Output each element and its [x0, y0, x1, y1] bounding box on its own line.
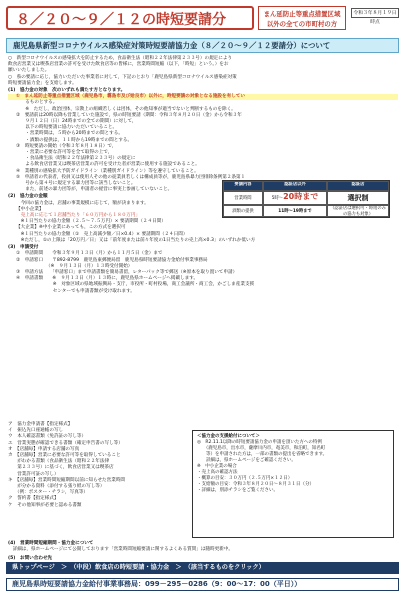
application-line: ② 申請窓口 〒892-8799 鹿児島東郵便局留 鹿児島県時短要請協力金給付事業事務局 [16, 257, 208, 263]
badge-line-1: まん延防止等重点措置区域 [263, 10, 341, 18]
intro-line: ○ 県の要請に応じ，協力いただいた事業者に対して，下記のとおり「鹿児島県新型コロナウイルス感染症対策 [8, 74, 237, 80]
support-box-title: ＜協力金の支援給付について＞ [197, 434, 260, 439]
application-line: ④ 申請書類 ※ ９月１３日（月）１３時に，鹿児島県ホームページへ掲載します。 [16, 276, 199, 282]
amount-line: ※１日当たりの協力金額（① 売上高減少額／日×0.4）× 要請期間（２４日間） [16, 231, 188, 237]
eligibility-line: よる飲食店営業又は喫茶店営業の許可を受けた者が営業に使用する施設であること。 [16, 162, 200, 168]
eligibility-line: ① まん延防止等重点措置区域（鹿児島市，霧島市及び姶良市）以外に，時短要請の対象となる施設を有してい [8, 94, 398, 100]
amount-line: 【中小企業】 [16, 206, 44, 212]
faq-and-contact-section [8, 540, 398, 563]
support-line: 等）を申請された方は，一部の書類の提出を省略できます。 [197, 452, 328, 457]
contact-info: 鹿児島県時短要請協力金給付事業事務局：099－295－0286（9：00～17：00（平日）） [6, 578, 399, 591]
eligibility-line: ② 要請前は20時以降も営業していた施設で，県の時短要請（期間：令和３年８月２０日（金）から令和３年 [16, 112, 242, 118]
eligibility-line: ９月１２日（日）24時までの全ての期間）に対して， [16, 119, 137, 125]
application-line: （※ ９月１３日（月）１３時受付開始） [16, 263, 133, 269]
amount-line: ※１日当たりの協力金額（２.５～７.５万円）× 要請期間（２４日間） [16, 219, 166, 225]
amount-line: 【大企業】※中小企業にあっても，この方式を選択可 [16, 225, 126, 231]
eligibility-line: 以下の時短要請に協力いただいていること。 [16, 125, 118, 131]
hours-prefix: 5時～ [271, 196, 284, 201]
support-line: ・詳細は，別添チラシをご覧ください。 [197, 488, 278, 493]
required-documents-list [8, 422, 190, 509]
eligibility-line: ⑤ 申請者の代表者，役員又は使用人その他の従業員若しくは構成員等が，鹿児島県暴力団排除条例第２条第１ [16, 174, 246, 180]
eligibility-line: また，前述の暴力団等が，申請者の経営に事実上参画していないこと。 [16, 187, 173, 193]
page-title: ８／２０～９／１２の時短要請分 [6, 6, 254, 30]
support-line: ・売上高の確認方法 [197, 470, 238, 475]
table-row-label-alcohol: 酒類の提供 [223, 205, 263, 217]
eligibility-line: ④ 業種別の感染拡大予防ガイドライン（業種別ガイドライン）等を遵守していること。 [16, 168, 199, 174]
document-item: エ 営業実態が確認できる書類（確定申告書の写し等） [8, 440, 123, 446]
table-row-label-hours: 営業時間 [223, 191, 263, 205]
support-line: （鹿児島市，出水市，薩摩川内市，奄美市，和泊町，知名町 [197, 446, 326, 451]
eligibility-line: ・営業に必要な許可等を全て取得の上で， [16, 150, 113, 156]
document-item: が分かる資料（添付する張り紙の写し等） [8, 484, 105, 490]
eligibility-line: ・酒類の提供は，１１時から19時までの間とする。 [16, 137, 133, 143]
intro [8, 56, 398, 87]
eligibility-line: ※ ただし，政治団体，宗教上の組織若しくは団体，その他知事が適当でないと判断するものを除く。 [16, 106, 236, 112]
faq-line: 詳細は，県ホームページにて公開しております「営業時間短縮要請に関するよくある質問」は随時更新中。 [8, 547, 234, 553]
section-title: (4) 営業時間短縮期間・協力金について [8, 541, 94, 546]
badge-line-2: 以外の全ての市町村の方 [266, 20, 338, 28]
website-navigation-path[interactable]: 県トップページ ＞ （中段）飲食店の時短要請・協力金 ＞ （該当するものをクリック） [6, 562, 399, 574]
main-body [8, 56, 398, 295]
document-item: オ 【店舗毎】申請する店舗の写真 [8, 446, 80, 452]
section-title: (5) お問い合わせ先 [8, 556, 53, 562]
subject-banner: 鹿児島県新型コロナウイルス感染症対策時短要請協力金（８／２０～９／１２要請分）について [6, 38, 399, 53]
intro-line: 願いいたしました。 [8, 68, 50, 74]
eligibility-line: るものとする。 [16, 100, 58, 106]
intro-line: ○ 新型コロナウイルスの感染拡大を防止するため，食品衛生法（昭和２２年法律第２３３号）の規定により [8, 56, 233, 61]
header [6, 6, 399, 36]
section-title: (2) 協力金の金額 [8, 194, 48, 200]
eligibility-line: 号から第４号に規定する暴力団等に該当しないこと。 [16, 181, 136, 187]
application-line: ① 申請期間 令和３年９月１３日（月）から１１月５日（金）まで [16, 251, 163, 257]
eligibility-line: ③ 時短要請の開始（令和３年８月１８日）で， [16, 143, 117, 149]
support-line: ※ 中小企業の場合 [197, 464, 237, 469]
document-item: イ 振込先口座通帳の写し [8, 428, 64, 434]
application-line: ③ 申請方法 「申請窓口」まで申請書類を簡易書留，レターパック等で郵送（※原本を取り置いて申請） [16, 269, 238, 275]
intro-line: 時短要請協力金」を支給します。 [8, 80, 77, 86]
section-eligibility [8, 88, 398, 193]
section-title: (3) 申請受付 [8, 245, 39, 251]
target-area-badge [258, 6, 346, 30]
table-header-certified: 認証店 [327, 181, 389, 191]
support-line: ◎ R2.11.1以降の時短要請協力金の申請を頂いた方への特例 [197, 440, 322, 445]
support-line: ・概算の目安：３０万円（２.５万円×１２日） [197, 476, 293, 481]
document-item: 営業許可証の写し） [8, 471, 59, 477]
application-line: センターでも申請書類が受け取れます。 [16, 288, 135, 294]
support-line: ・支給額の目安：令和３年８月２０日～８月３１日（分） [197, 482, 314, 487]
document-item: 第２３３号）に基づく，飲食店営業又は喫茶店 [8, 465, 114, 471]
eligibility-line: ・営業時間は，５時から20時までの間とする。 [16, 131, 123, 137]
section-application [8, 245, 398, 295]
application-line: ※ 対象区域の県地域振興局・支庁，市役所・町村役場，商工会議所・商工会，かごしま産業支援 [16, 282, 255, 288]
document-item: ケ その他知事が必要と認める書類 [8, 502, 82, 508]
amount-line: 今回の協力金は，店舗の事業規模に応じて，額が決まります。 [16, 200, 149, 206]
document-item: カ 【店舗毎】営業に必要な許可等を取得していること [8, 453, 121, 459]
section-title: (1) 協力金の対象 次のいずれも満たす方となります。 [8, 88, 126, 94]
table-header-request: 要請内容 [223, 181, 263, 191]
table-cell-alcohol-non-certified: 11時～19時まで [263, 205, 327, 217]
table-cell-hours-certified: 選択制 [327, 191, 389, 205]
amount-line: 売上高に応じて１店舗当たり「６０万円から１８０万円」 [16, 213, 141, 219]
request-content-table [222, 180, 390, 218]
hours-emphasis: 20時まで [283, 192, 319, 201]
table-header-non-certified: 認証店以外 [263, 181, 327, 191]
amount-line: ※ただし，①の上限は「20万円／日」又は「前年度または前々年度の1日当たりの売上高×0.3」のいずれか低い方 [16, 237, 256, 243]
document-item: ア 協力金申請書【指定様式】 [8, 422, 73, 427]
document-item: （例：ポスター・チラシ，写真等） [8, 490, 89, 496]
document-item: ク 誓約書【指定様式】 [8, 496, 59, 502]
intro-line: 飲食店営業又は喫茶店営業の許可を受けた飲食店等の皆様に，営業時間短縮（以下，「時短」という。）をお [8, 62, 229, 68]
support-line: 詳細は，県ホームページをご確認ください。 [197, 458, 296, 463]
support-info-box [192, 430, 394, 538]
document-item: がわかる書類（食品衛生法（昭和２２年法律 [8, 459, 110, 465]
table-cell-alcohol-certified: （認証店は選択可・時短のみの協力も対象） [327, 205, 389, 217]
document-item: キ 【店舗毎】営業時間短縮期間以前に知らせた営業時間 [8, 477, 126, 483]
issue-date: 令和３年８月１９日時点 [351, 8, 399, 18]
document-item: ウ 本人確認書類（免許証の写し等） [8, 434, 87, 440]
eligibility-line: ・食品衛生法（昭和２２年法律第２３３号）の規定に [16, 156, 136, 162]
table-cell-hours-non-certified [263, 191, 327, 205]
